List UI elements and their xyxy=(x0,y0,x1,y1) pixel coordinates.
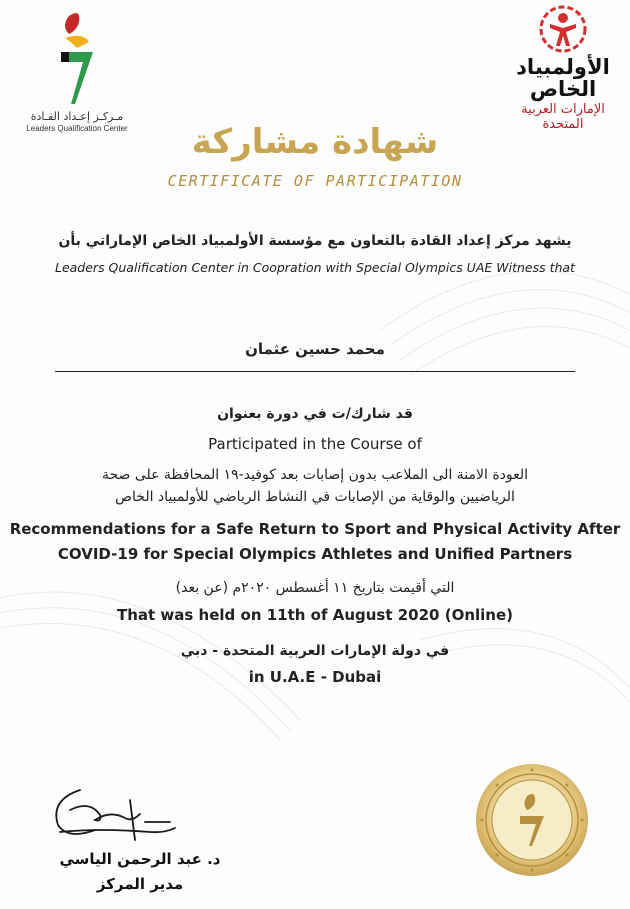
location-english: in U.A.E - Dubai xyxy=(248,668,382,686)
recipient-name-underline xyxy=(55,371,575,372)
issuer-name-english: Leaders Qualification Center xyxy=(26,124,128,133)
signatory-title: مدير المركز xyxy=(96,875,184,893)
handwritten-signature xyxy=(40,770,190,845)
special-olympics-figure-icon xyxy=(538,4,588,54)
partner-name-line4: المتحدة xyxy=(542,117,584,132)
course-title-english-line1: Recommendations for a Safe Return to Sport and Physical Activity After xyxy=(9,520,621,538)
certificate-title-arabic: شهادة مشاركة xyxy=(191,122,439,162)
torch-logo-icon xyxy=(47,8,107,108)
held-date-arabic: التي أقيمت بتاريخ ١١ أغسطس ٢٠٢٠م (عن بعد) xyxy=(175,580,455,596)
course-title-english-line2: COVID-19 for Special Olympics Athletes and Unified Partners xyxy=(57,545,573,563)
recipient-name: محمد حسين عثمان xyxy=(245,340,385,358)
partner-name-line2: الخاص xyxy=(529,77,597,101)
held-date-english: That was held on 11th of August 2020 (Online) xyxy=(117,606,513,624)
gold-seal-icon xyxy=(472,760,592,880)
signatory-name: د. عبد الرحمن الياسي xyxy=(59,850,221,868)
participation-text-arabic: قد شارك/ت في دورة بعنوان xyxy=(217,406,413,422)
course-title-arabic-line1: العودة الامنة الى الملاعب بدون إصابات بعد كوفيد-١٩ المحافظة على صحة xyxy=(101,467,529,483)
issuer-name-arabic: مـركـز إعـداد القـادة xyxy=(30,110,124,123)
participation-text-english: Participated in the Course of xyxy=(208,435,422,453)
certificate-title-english: CERTIFICATE OF PARTICIPATION xyxy=(167,172,463,190)
course-title-arabic-line2: الرياضيين والوقاية من الإصابات في النشاط الرياضي للأولمبياد الخاص xyxy=(115,489,515,505)
intro-text-arabic: يشهد مركز إعداد القادة بالتعاون مع مؤسسة الأولمبياد الخاص الإماراتي بأن xyxy=(58,233,572,249)
partner-name-line1: الأولمبياد xyxy=(516,55,610,79)
intro-text-english: Leaders Qualification Center in Coopration with Special Olympics UAE Witness that xyxy=(54,260,575,275)
location-arabic: في دولة الإمارات العربية المتحدة - دبي xyxy=(180,643,450,659)
partner-name-line3: الإمارات العربية xyxy=(521,102,605,117)
